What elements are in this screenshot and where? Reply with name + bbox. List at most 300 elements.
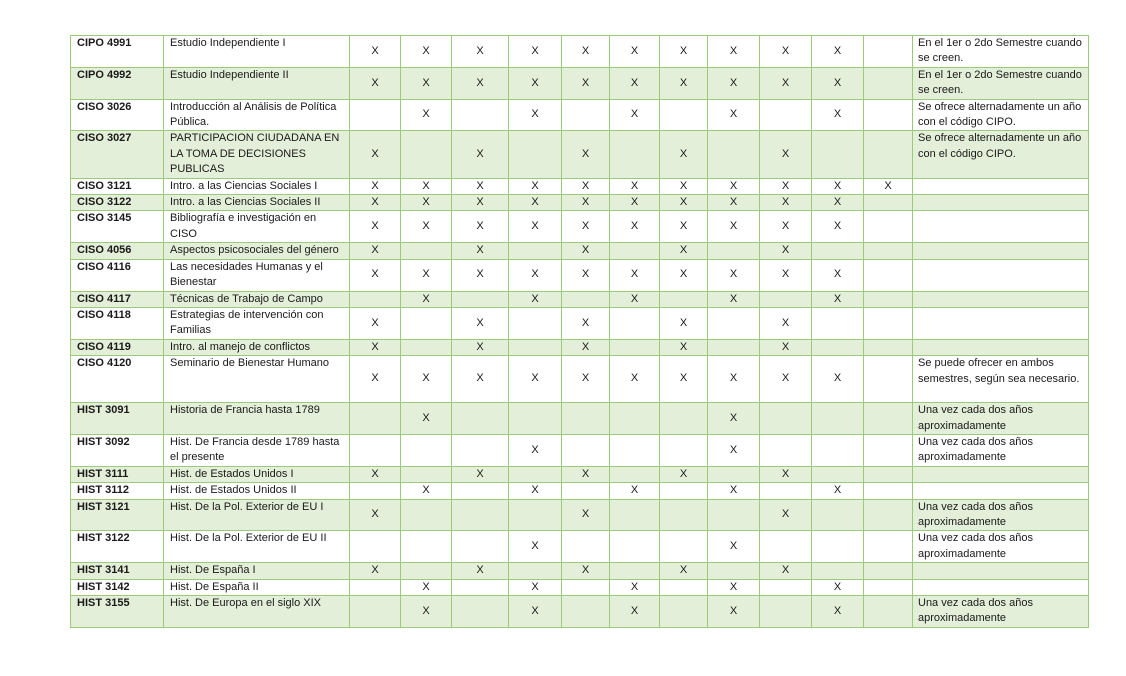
course-code: CISO 4056: [71, 243, 164, 259]
course-note: [913, 243, 1089, 259]
offering-mark: X: [812, 259, 864, 291]
table-body: [71, 36, 1089, 628]
course-code: HIST 3141: [71, 563, 164, 579]
offering-mark: X: [509, 434, 562, 466]
offering-mark: [864, 339, 913, 355]
offering-mark: X: [660, 211, 708, 243]
offering-mark: X: [509, 195, 562, 211]
course-code: CIPO 4992: [71, 67, 164, 99]
offering-mark: X: [452, 563, 509, 579]
offering-mark: X: [452, 131, 509, 178]
course-note: [913, 307, 1089, 339]
offering-mark: [812, 434, 864, 466]
offering-mark: X: [760, 259, 812, 291]
offering-mark: X: [760, 243, 812, 259]
table-row: [71, 36, 1089, 68]
course-code: CISO 4118: [71, 307, 164, 339]
offering-mark: [562, 434, 610, 466]
offering-mark: [509, 307, 562, 339]
offering-mark: [452, 483, 509, 499]
offering-mark: [562, 531, 610, 563]
course-code: HIST 3122: [71, 531, 164, 563]
offering-mark: X: [509, 579, 562, 595]
offering-mark: X: [350, 307, 401, 339]
offering-mark: X: [660, 243, 708, 259]
offering-mark: X: [562, 67, 610, 99]
offering-mark: [760, 579, 812, 595]
offering-mark: X: [401, 596, 452, 628]
offering-mark: [660, 291, 708, 307]
offering-mark: X: [562, 499, 610, 531]
course-code: CISO 3145: [71, 211, 164, 243]
offering-mark: X: [509, 596, 562, 628]
offering-mark: [610, 403, 660, 435]
offering-mark: [350, 531, 401, 563]
offering-mark: X: [610, 195, 660, 211]
table-row: [71, 195, 1089, 211]
offering-mark: X: [350, 211, 401, 243]
offering-mark: [350, 403, 401, 435]
offering-mark: [812, 563, 864, 579]
offering-mark: [562, 99, 610, 131]
offering-mark: X: [660, 178, 708, 194]
course-code: HIST 3121: [71, 499, 164, 531]
course-note: [913, 466, 1089, 482]
offering-mark: X: [660, 259, 708, 291]
offering-mark: [610, 466, 660, 482]
offering-mark: [452, 499, 509, 531]
offering-mark: X: [401, 195, 452, 211]
offering-mark: X: [660, 356, 708, 403]
offering-mark: X: [708, 291, 760, 307]
offering-mark: X: [760, 339, 812, 355]
offering-mark: [708, 466, 760, 482]
table-row: [71, 307, 1089, 339]
table-row: [71, 99, 1089, 131]
offering-mark: X: [509, 99, 562, 131]
offering-mark: X: [760, 67, 812, 99]
offering-mark: [864, 211, 913, 243]
offering-mark: X: [760, 211, 812, 243]
course-code: CISO 4117: [71, 291, 164, 307]
offering-mark: X: [708, 67, 760, 99]
offering-mark: X: [350, 499, 401, 531]
offering-mark: [350, 434, 401, 466]
offering-mark: X: [610, 99, 660, 131]
offering-mark: [812, 339, 864, 355]
offering-mark: X: [509, 356, 562, 403]
offering-mark: X: [350, 339, 401, 355]
offering-mark: X: [760, 356, 812, 403]
course-schedule-table: [70, 35, 1089, 628]
course-title: Estudio Independiente II: [164, 67, 350, 99]
offering-mark: X: [760, 307, 812, 339]
table-row: [71, 434, 1089, 466]
offering-mark: [864, 291, 913, 307]
course-code: HIST 3142: [71, 579, 164, 595]
offering-mark: [610, 434, 660, 466]
offering-mark: [562, 579, 610, 595]
offering-mark: X: [610, 291, 660, 307]
course-code: HIST 3155: [71, 596, 164, 628]
offering-mark: [401, 466, 452, 482]
offering-mark: X: [509, 483, 562, 499]
offering-mark: [864, 531, 913, 563]
offering-mark: [452, 531, 509, 563]
course-title: Introducción al Análisis de Política Pública.: [164, 99, 350, 131]
course-title: Seminario de Bienestar Humano: [164, 356, 350, 403]
offering-mark: X: [660, 195, 708, 211]
offering-mark: X: [812, 36, 864, 68]
offering-mark: [812, 243, 864, 259]
offering-mark: X: [610, 211, 660, 243]
offering-mark: X: [660, 563, 708, 579]
offering-mark: X: [708, 531, 760, 563]
course-code: CISO 4120: [71, 356, 164, 403]
offering-mark: X: [610, 259, 660, 291]
course-title: Las necesidades Humanas y el Bienestar: [164, 259, 350, 291]
course-title: Aspectos psicosociales del género: [164, 243, 350, 259]
offering-mark: [864, 195, 913, 211]
offering-mark: X: [401, 178, 452, 194]
course-code: CISO 4119: [71, 339, 164, 355]
document-page: [70, 35, 1088, 628]
course-note: Una vez cada dos años aproximadamente: [913, 531, 1089, 563]
offering-mark: X: [401, 579, 452, 595]
offering-mark: X: [401, 99, 452, 131]
course-title: Hist. De Francia desde 1789 hasta el presente: [164, 434, 350, 466]
offering-mark: X: [350, 131, 401, 178]
offering-mark: [660, 499, 708, 531]
offering-mark: [401, 307, 452, 339]
offering-mark: [760, 99, 812, 131]
course-note: [913, 579, 1089, 595]
offering-mark: [509, 563, 562, 579]
offering-mark: X: [708, 434, 760, 466]
table-row: [71, 579, 1089, 595]
offering-mark: [864, 307, 913, 339]
offering-mark: [760, 596, 812, 628]
offering-mark: [660, 579, 708, 595]
offering-mark: X: [610, 483, 660, 499]
offering-mark: X: [452, 339, 509, 355]
offering-mark: [350, 596, 401, 628]
offering-mark: X: [610, 356, 660, 403]
course-note: Una vez cada dos años aproximadamente: [913, 434, 1089, 466]
course-title: Hist. De España II: [164, 579, 350, 595]
offering-mark: [610, 307, 660, 339]
offering-mark: [562, 291, 610, 307]
course-title: Historia de Francia hasta 1789: [164, 403, 350, 435]
offering-mark: [864, 483, 913, 499]
offering-mark: X: [401, 483, 452, 499]
course-note: En el 1er o 2do Semestre cuando se creen.: [913, 36, 1089, 68]
offering-mark: X: [708, 403, 760, 435]
offering-mark: [509, 131, 562, 178]
offering-mark: X: [660, 466, 708, 482]
offering-mark: X: [812, 178, 864, 194]
table-row: [71, 178, 1089, 194]
course-note: [913, 483, 1089, 499]
offering-mark: [864, 67, 913, 99]
course-code: HIST 3111: [71, 466, 164, 482]
offering-mark: X: [812, 211, 864, 243]
table-row: [71, 67, 1089, 99]
offering-mark: X: [350, 67, 401, 99]
offering-mark: X: [452, 466, 509, 482]
offering-mark: X: [812, 195, 864, 211]
offering-mark: [864, 131, 913, 178]
offering-mark: [452, 403, 509, 435]
table-row: [71, 596, 1089, 628]
course-note: [913, 259, 1089, 291]
offering-mark: X: [401, 356, 452, 403]
offering-mark: [812, 499, 864, 531]
offering-mark: X: [708, 211, 760, 243]
offering-mark: X: [812, 483, 864, 499]
offering-mark: [660, 531, 708, 563]
offering-mark: X: [812, 356, 864, 403]
offering-mark: [864, 499, 913, 531]
course-code: CISO 3027: [71, 131, 164, 178]
offering-mark: [760, 291, 812, 307]
offering-mark: X: [708, 596, 760, 628]
offering-mark: [660, 596, 708, 628]
course-note: En el 1er o 2do Semestre cuando se creen.: [913, 67, 1089, 99]
offering-mark: [864, 243, 913, 259]
offering-mark: X: [660, 339, 708, 355]
offering-mark: X: [708, 36, 760, 68]
offering-mark: X: [401, 36, 452, 68]
offering-mark: X: [509, 36, 562, 68]
offering-mark: [401, 434, 452, 466]
offering-mark: X: [401, 259, 452, 291]
offering-mark: [760, 531, 812, 563]
course-title: Hist. De Europa en el siglo XIX: [164, 596, 350, 628]
table-row: [71, 339, 1089, 355]
offering-mark: [812, 307, 864, 339]
offering-mark: X: [562, 307, 610, 339]
offering-mark: [760, 483, 812, 499]
offering-mark: X: [350, 563, 401, 579]
offering-mark: X: [708, 99, 760, 131]
offering-mark: X: [452, 195, 509, 211]
offering-mark: [660, 403, 708, 435]
offering-mark: X: [708, 483, 760, 499]
offering-mark: [812, 531, 864, 563]
offering-mark: X: [660, 67, 708, 99]
offering-mark: X: [401, 291, 452, 307]
offering-mark: [864, 403, 913, 435]
course-title: Estudio Independiente I: [164, 36, 350, 68]
offering-mark: X: [610, 67, 660, 99]
offering-mark: [562, 403, 610, 435]
offering-mark: [708, 563, 760, 579]
table-row: [71, 531, 1089, 563]
offering-mark: X: [452, 178, 509, 194]
offering-mark: X: [509, 67, 562, 99]
offering-mark: X: [760, 563, 812, 579]
offering-mark: [864, 466, 913, 482]
course-title: Bibliografía e investigación en CISO: [164, 211, 350, 243]
course-title: Hist. de Estados Unidos I: [164, 466, 350, 482]
offering-mark: [350, 483, 401, 499]
offering-mark: X: [350, 259, 401, 291]
course-note: [913, 178, 1089, 194]
table-row: [71, 243, 1089, 259]
offering-mark: [864, 579, 913, 595]
table-row: [71, 356, 1089, 403]
offering-mark: X: [509, 211, 562, 243]
course-code: HIST 3092: [71, 434, 164, 466]
offering-mark: [610, 563, 660, 579]
offering-mark: [610, 531, 660, 563]
table-row: [71, 211, 1089, 243]
course-code: CISO 3121: [71, 178, 164, 194]
offering-mark: X: [350, 466, 401, 482]
course-note: [913, 195, 1089, 211]
offering-mark: [452, 99, 509, 131]
offering-mark: X: [708, 195, 760, 211]
table-row: [71, 259, 1089, 291]
offering-mark: [401, 563, 452, 579]
offering-mark: [760, 403, 812, 435]
table-row: [71, 483, 1089, 499]
offering-mark: X: [760, 466, 812, 482]
offering-mark: X: [610, 596, 660, 628]
offering-mark: X: [350, 195, 401, 211]
offering-mark: [610, 499, 660, 531]
offering-mark: [401, 131, 452, 178]
offering-mark: X: [509, 291, 562, 307]
offering-mark: X: [610, 579, 660, 595]
offering-mark: X: [660, 36, 708, 68]
course-title: PARTICIPACION CIUDADANA EN LA TOMA DE DECISIONES PUBLICAS: [164, 131, 350, 178]
offering-mark: X: [562, 563, 610, 579]
offering-mark: [864, 356, 913, 403]
course-note: Se puede ofrecer en ambos semestres, según sea necesario.: [913, 356, 1089, 403]
offering-mark: X: [660, 307, 708, 339]
offering-mark: X: [562, 356, 610, 403]
course-code: HIST 3112: [71, 483, 164, 499]
offering-mark: X: [562, 259, 610, 291]
offering-mark: [401, 531, 452, 563]
offering-mark: X: [401, 403, 452, 435]
course-title: Hist. De España I: [164, 563, 350, 579]
offering-mark: [660, 483, 708, 499]
offering-mark: X: [452, 243, 509, 259]
offering-mark: X: [812, 67, 864, 99]
course-note: [913, 339, 1089, 355]
course-title: Intro. a las Ciencias Sociales I: [164, 178, 350, 194]
offering-mark: X: [562, 131, 610, 178]
offering-mark: [864, 434, 913, 466]
offering-mark: X: [562, 36, 610, 68]
offering-mark: X: [760, 131, 812, 178]
offering-mark: [452, 579, 509, 595]
offering-mark: X: [452, 259, 509, 291]
offering-mark: [812, 131, 864, 178]
offering-mark: [610, 339, 660, 355]
table-row: [71, 563, 1089, 579]
course-code: CISO 3122: [71, 195, 164, 211]
offering-mark: [660, 99, 708, 131]
offering-mark: [562, 596, 610, 628]
offering-mark: [812, 403, 864, 435]
offering-mark: [401, 339, 452, 355]
table-row: [71, 466, 1089, 482]
offering-mark: X: [350, 178, 401, 194]
offering-mark: [708, 131, 760, 178]
course-note: Se ofrece alternadamente un año con el código CIPO.: [913, 99, 1089, 131]
course-note: Una vez cada dos años aproximadamente: [913, 403, 1089, 435]
offering-mark: X: [452, 67, 509, 99]
offering-mark: X: [760, 195, 812, 211]
offering-mark: X: [812, 291, 864, 307]
offering-mark: [760, 434, 812, 466]
offering-mark: X: [812, 99, 864, 131]
offering-mark: [509, 243, 562, 259]
offering-mark: X: [452, 356, 509, 403]
offering-mark: X: [562, 178, 610, 194]
offering-mark: [708, 307, 760, 339]
course-code: HIST 3091: [71, 403, 164, 435]
offering-mark: [864, 36, 913, 68]
offering-mark: X: [562, 211, 610, 243]
course-code: CIPO 4991: [71, 36, 164, 68]
offering-mark: [610, 131, 660, 178]
offering-mark: X: [401, 211, 452, 243]
course-note: Una vez cada dos años aproximadamente: [913, 499, 1089, 531]
offering-mark: X: [562, 339, 610, 355]
course-note: [913, 291, 1089, 307]
offering-mark: [610, 243, 660, 259]
offering-mark: [509, 403, 562, 435]
offering-mark: X: [760, 36, 812, 68]
table-row: [71, 291, 1089, 307]
table-row: [71, 499, 1089, 531]
offering-mark: [452, 596, 509, 628]
course-title: Intro. a las Ciencias Sociales II: [164, 195, 350, 211]
offering-mark: X: [452, 36, 509, 68]
offering-mark: [401, 499, 452, 531]
offering-mark: X: [610, 178, 660, 194]
offering-mark: X: [509, 531, 562, 563]
course-code: CISO 4116: [71, 259, 164, 291]
offering-mark: [864, 596, 913, 628]
offering-mark: X: [708, 356, 760, 403]
offering-mark: [708, 243, 760, 259]
course-note: [913, 211, 1089, 243]
offering-mark: X: [812, 596, 864, 628]
offering-mark: [509, 339, 562, 355]
offering-mark: [660, 434, 708, 466]
offering-mark: [708, 499, 760, 531]
offering-mark: X: [708, 579, 760, 595]
offering-mark: [864, 259, 913, 291]
offering-mark: [509, 499, 562, 531]
offering-mark: [350, 99, 401, 131]
offering-mark: X: [509, 178, 562, 194]
offering-mark: X: [708, 178, 760, 194]
offering-mark: X: [708, 259, 760, 291]
offering-mark: [452, 291, 509, 307]
table-row: [71, 131, 1089, 178]
offering-mark: X: [660, 131, 708, 178]
offering-mark: X: [610, 36, 660, 68]
course-note: [913, 563, 1089, 579]
offering-mark: [562, 483, 610, 499]
